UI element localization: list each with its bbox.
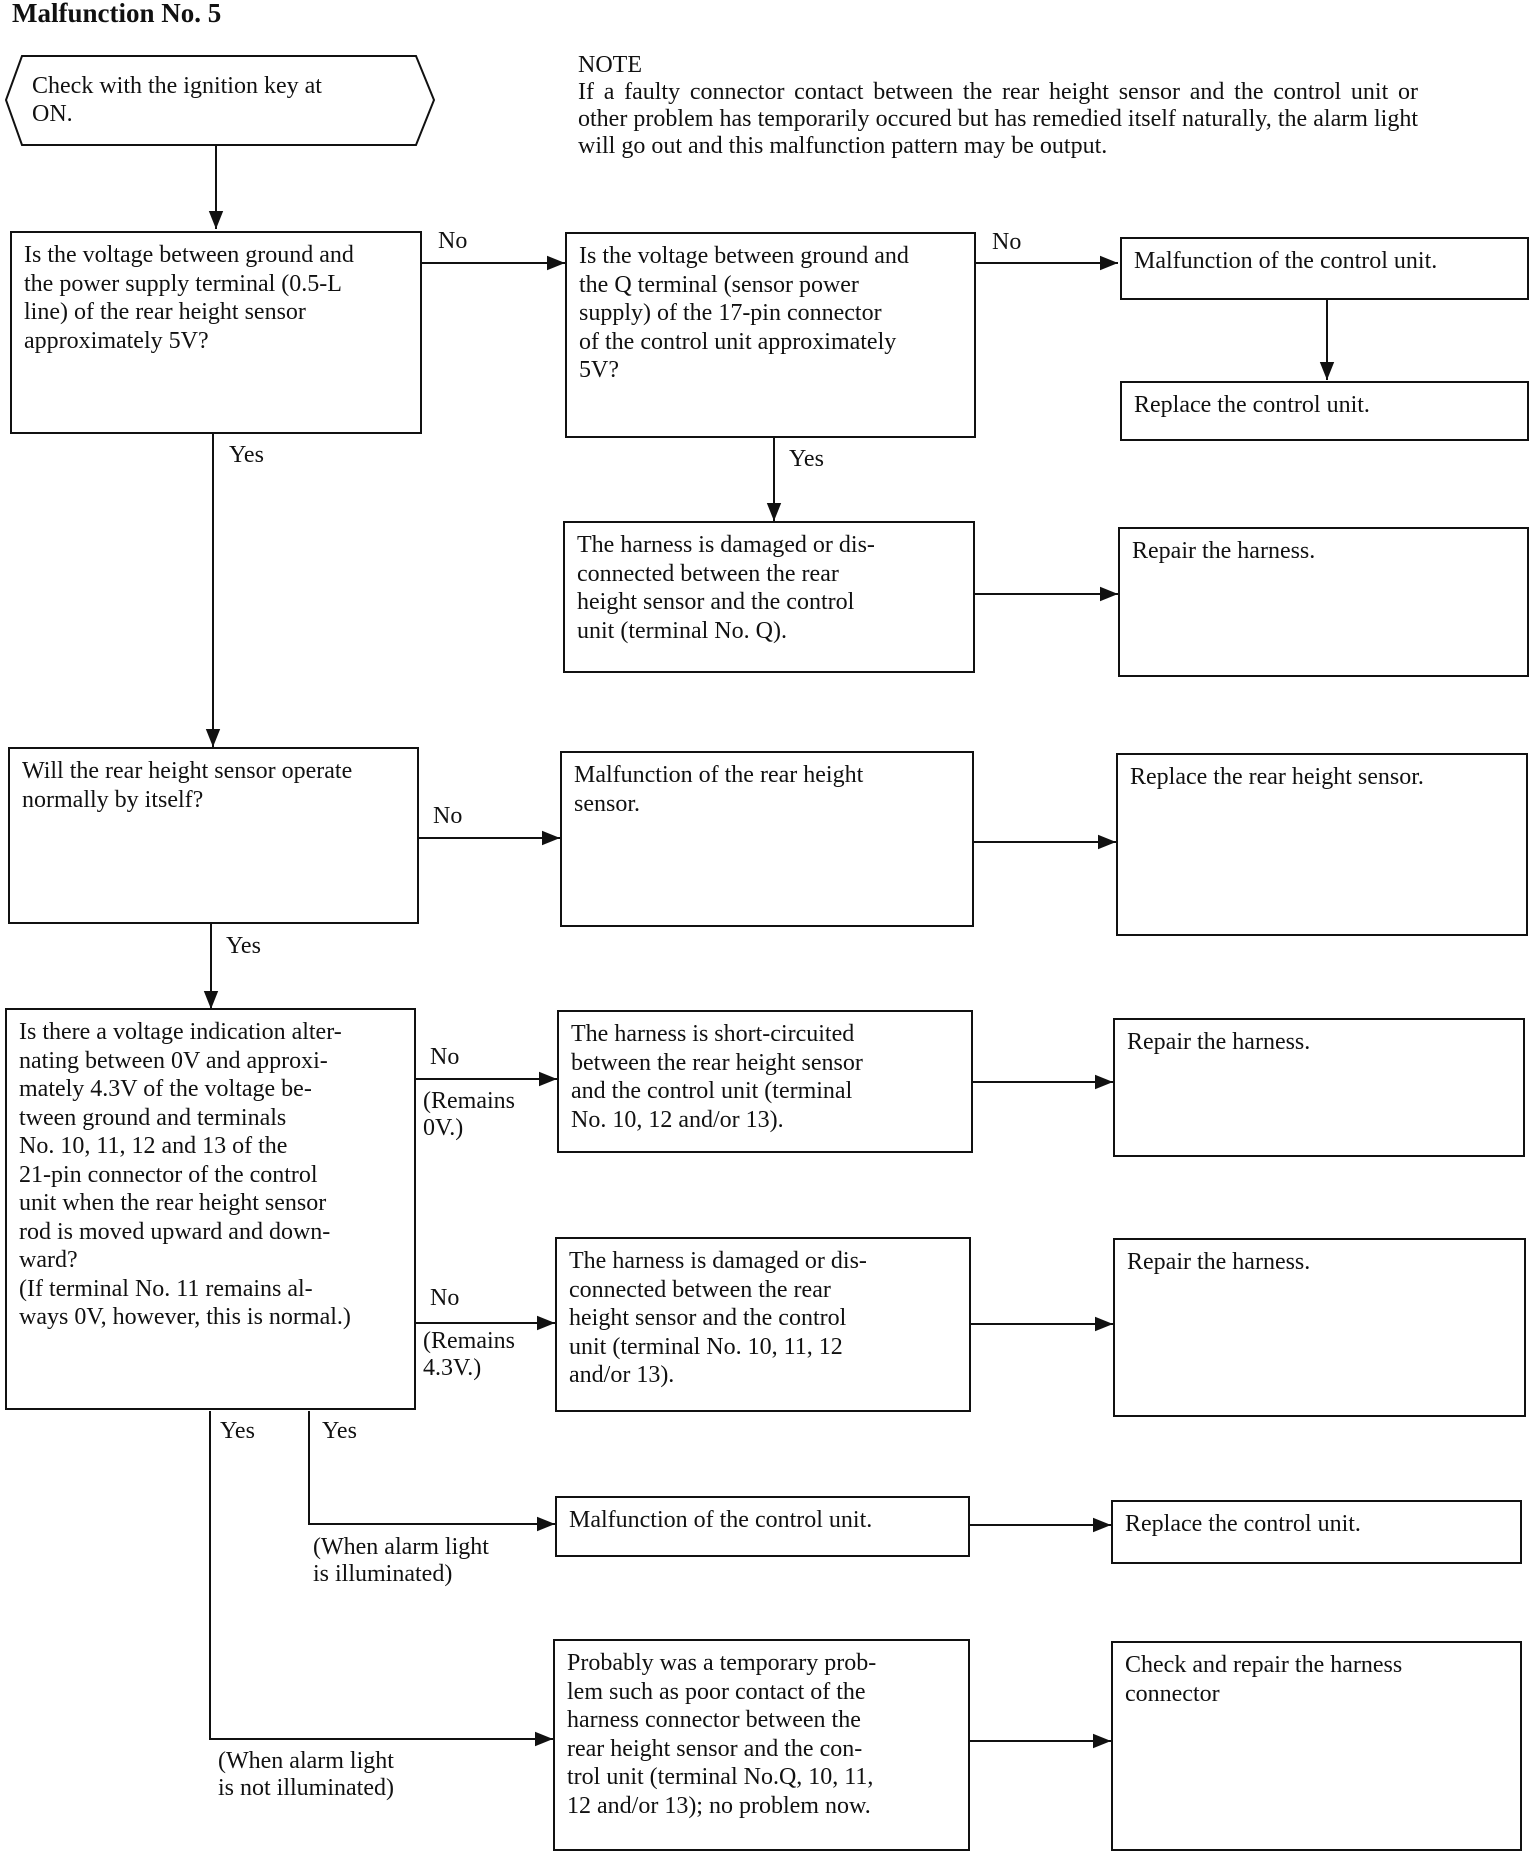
check-repair-connector-box: Check and repair the harness connector	[1111, 1641, 1522, 1851]
q1-no-label: No	[438, 228, 468, 254]
q1-yes-label: Yes	[229, 442, 264, 468]
q3-yes-label: Yes	[226, 933, 261, 959]
control-unit-malfunction-box: Malfunction of the control unit.	[1120, 237, 1529, 300]
temporary-problem-box: Probably was a temporary prob- lem such as poor contact of the harness connector between the rear height sensor and the con- trol unit (terminal No.Q, 10, 11, 12 and/or 13); no problem now.	[553, 1639, 970, 1851]
q4-yes1-label: Yes	[220, 1418, 255, 1444]
harness-damaged-terminals-box: The harness is damaged or dis- connected between the rear height sensor and the control unit (terminal No. 10, 11, 12 and/or 13).	[555, 1237, 971, 1412]
note-heading: NOTE	[578, 52, 642, 78]
replace-control-unit-box-2: Replace the control unit.	[1111, 1500, 1522, 1564]
q3-decision-box: Will the rear height sensor operate normally by itself?	[8, 747, 419, 924]
harness-short-circuit-box: The harness is short-circuited between the rear height sensor and the control unit (terminal No. 10, 12 and/or 13).	[557, 1010, 973, 1153]
q1-decision-box: Is the voltage between ground and the power supply terminal (0.5-L line) of the rear height sensor approximately 5V?	[10, 231, 422, 434]
alarm-not-illuminated-label: (When alarm light is not illuminated)	[218, 1748, 394, 1801]
q3-no-label: No	[433, 803, 463, 829]
control-unit-malfunction-box-2: Malfunction of the control unit.	[555, 1496, 970, 1557]
q2-yes-label: Yes	[789, 446, 824, 472]
q2-decision-box: Is the voltage between ground and the Q terminal (sensor power supply) of the 17-pin connector of the control unit approximately 5V?	[565, 232, 976, 438]
page-title: Malfunction No. 5	[12, 0, 222, 28]
note-text: If a faulty connector contact between the rear height sensor and the control unit or other problem has temporarily occured but has remedied itself naturally, the alarm light will go out and this malfunction pattern may be output.	[578, 79, 1418, 159]
q4-no2-note: (Remains 4.3V.)	[423, 1328, 515, 1381]
q2-no-label: No	[992, 229, 1022, 255]
alarm-illuminated-label: (When alarm light is illuminated)	[313, 1534, 489, 1587]
q4-yes2-label: Yes	[322, 1418, 357, 1444]
q4-no2-label: No	[430, 1285, 460, 1311]
harness-damaged-q-box: The harness is damaged or dis- connected between the rear height sensor and the control unit (terminal No. Q).	[563, 521, 975, 673]
q4-no1-note: (Remains 0V.)	[423, 1088, 515, 1141]
start-terminal: Check with the ignition key at ON.	[32, 73, 322, 127]
replace-sensor-box: Replace the rear height sensor.	[1116, 753, 1528, 936]
q4-decision-box: Is there a voltage indication alter- nating between 0V and approxi- mately 4.3V of the voltage be- tween ground and terminals No. 10, 11, 12 and 13 of the 21-pin connector of the control unit when the rear height sensor rod is moved upward and down- ward? (If terminal No. 11 remains al- ways 0V, however, this is normal.)	[5, 1008, 416, 1410]
replace-control-unit-box: Replace the control unit.	[1120, 381, 1529, 441]
repair-harness-box-1: Repair the harness.	[1118, 527, 1529, 677]
repair-harness-box-3: Repair the harness.	[1113, 1238, 1526, 1417]
q4-no1-label: No	[430, 1044, 460, 1070]
sensor-malfunction-box: Malfunction of the rear height sensor.	[560, 751, 974, 927]
repair-harness-box-2: Repair the harness.	[1113, 1018, 1525, 1157]
